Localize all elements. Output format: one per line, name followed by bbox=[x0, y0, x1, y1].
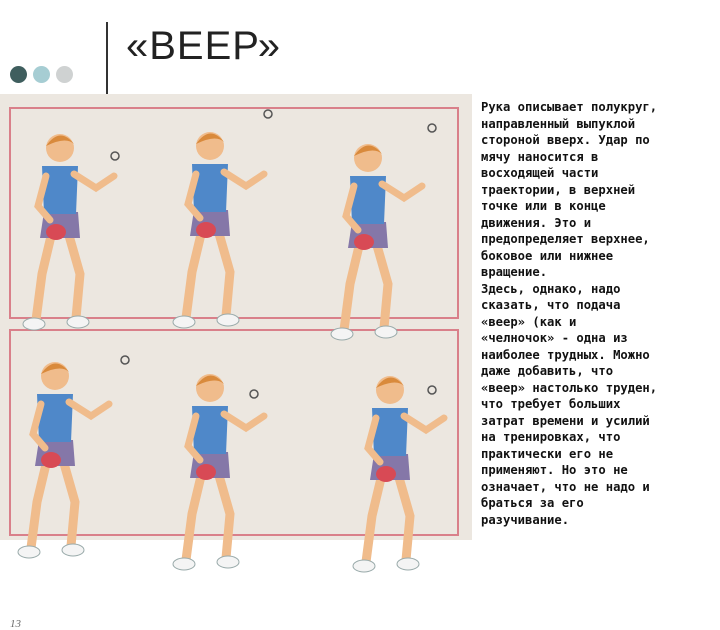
player-figures bbox=[18, 110, 444, 572]
text-line: «веер» настолько труден, bbox=[481, 380, 658, 395]
text-line: сказать, что подача bbox=[481, 298, 621, 312]
ball bbox=[428, 124, 436, 132]
ball bbox=[264, 110, 272, 118]
paddle bbox=[376, 466, 396, 482]
leg bbox=[186, 230, 202, 318]
dot-grey bbox=[56, 66, 73, 83]
text-line: затрат времени и усилий bbox=[481, 413, 650, 428]
text-line: траектории, в верхней bbox=[481, 182, 636, 197]
paddle bbox=[196, 464, 216, 480]
text-line: даже добавить, что bbox=[481, 364, 614, 378]
leg bbox=[218, 472, 230, 558]
shoe bbox=[217, 314, 239, 326]
text-line: Здесь, однако, надо bbox=[481, 281, 621, 296]
dot-light-blue bbox=[33, 66, 50, 83]
text-line: «челночок» - одна из bbox=[481, 331, 628, 345]
page-number: 13 bbox=[10, 618, 21, 630]
ball bbox=[111, 152, 119, 160]
text-line: на тренировках, что bbox=[481, 430, 621, 444]
leg bbox=[63, 460, 75, 546]
text-line: разучивание. bbox=[481, 512, 570, 527]
shoe bbox=[23, 318, 45, 330]
shoe bbox=[397, 558, 419, 570]
paddle bbox=[46, 224, 66, 240]
text-line: вращение. bbox=[481, 265, 548, 279]
text-line: предопределяет верхнее, bbox=[481, 232, 650, 246]
title-divider bbox=[106, 22, 108, 94]
description-text bbox=[481, 99, 713, 528]
text-line: направленный выпуклой bbox=[481, 116, 636, 131]
text-line: восходящей части bbox=[481, 166, 599, 180]
shoe bbox=[353, 560, 375, 572]
serve-illustration bbox=[0, 94, 472, 630]
free-arm bbox=[74, 174, 114, 188]
shoe bbox=[67, 316, 89, 328]
shoe bbox=[173, 316, 195, 328]
leg bbox=[344, 242, 360, 330]
text-line: браться за его bbox=[481, 496, 584, 510]
text-line: боковое или нижнее bbox=[481, 248, 614, 263]
leg bbox=[68, 232, 80, 318]
shoe bbox=[173, 558, 195, 570]
free-arm bbox=[224, 172, 264, 186]
free-arm bbox=[69, 402, 109, 416]
text-line: Рука описывает полукруг, bbox=[481, 100, 658, 114]
text-line: мячу наносится в bbox=[481, 149, 599, 164]
free-arm bbox=[404, 416, 444, 430]
paddle bbox=[354, 234, 374, 250]
leg bbox=[186, 472, 202, 560]
text-line: что требует больших bbox=[481, 397, 621, 411]
leg bbox=[398, 474, 410, 560]
leg bbox=[218, 230, 230, 316]
text-line: точке или в конце bbox=[481, 199, 606, 213]
ball bbox=[428, 386, 436, 394]
text-line: «веер» (как и bbox=[481, 314, 577, 329]
text-line: наиболее трудных. Можно bbox=[481, 347, 650, 362]
text-line: движения. Это и bbox=[481, 215, 592, 230]
text-line: стороной вверх. Удар по bbox=[481, 133, 650, 147]
text-line: означает, что не надо и bbox=[481, 479, 650, 494]
shoe bbox=[217, 556, 239, 568]
text-line: применяют. Но это не bbox=[481, 463, 628, 477]
paddle bbox=[196, 222, 216, 238]
illustration-canvas bbox=[0, 94, 472, 540]
leg bbox=[36, 232, 52, 320]
free-arm bbox=[382, 184, 422, 198]
decorative-dots bbox=[10, 66, 73, 83]
ball bbox=[121, 356, 129, 364]
ball bbox=[250, 390, 258, 398]
shoe bbox=[375, 326, 397, 338]
text-line: практически его не bbox=[481, 446, 614, 461]
dot-dark bbox=[10, 66, 27, 83]
shoe bbox=[62, 544, 84, 556]
slide-title: «ВЕЕР» bbox=[126, 24, 281, 68]
shoe bbox=[331, 328, 353, 340]
leg bbox=[376, 242, 388, 328]
paddle bbox=[41, 452, 61, 468]
free-arm bbox=[224, 414, 264, 428]
leg bbox=[366, 474, 382, 562]
shoe bbox=[18, 546, 40, 558]
